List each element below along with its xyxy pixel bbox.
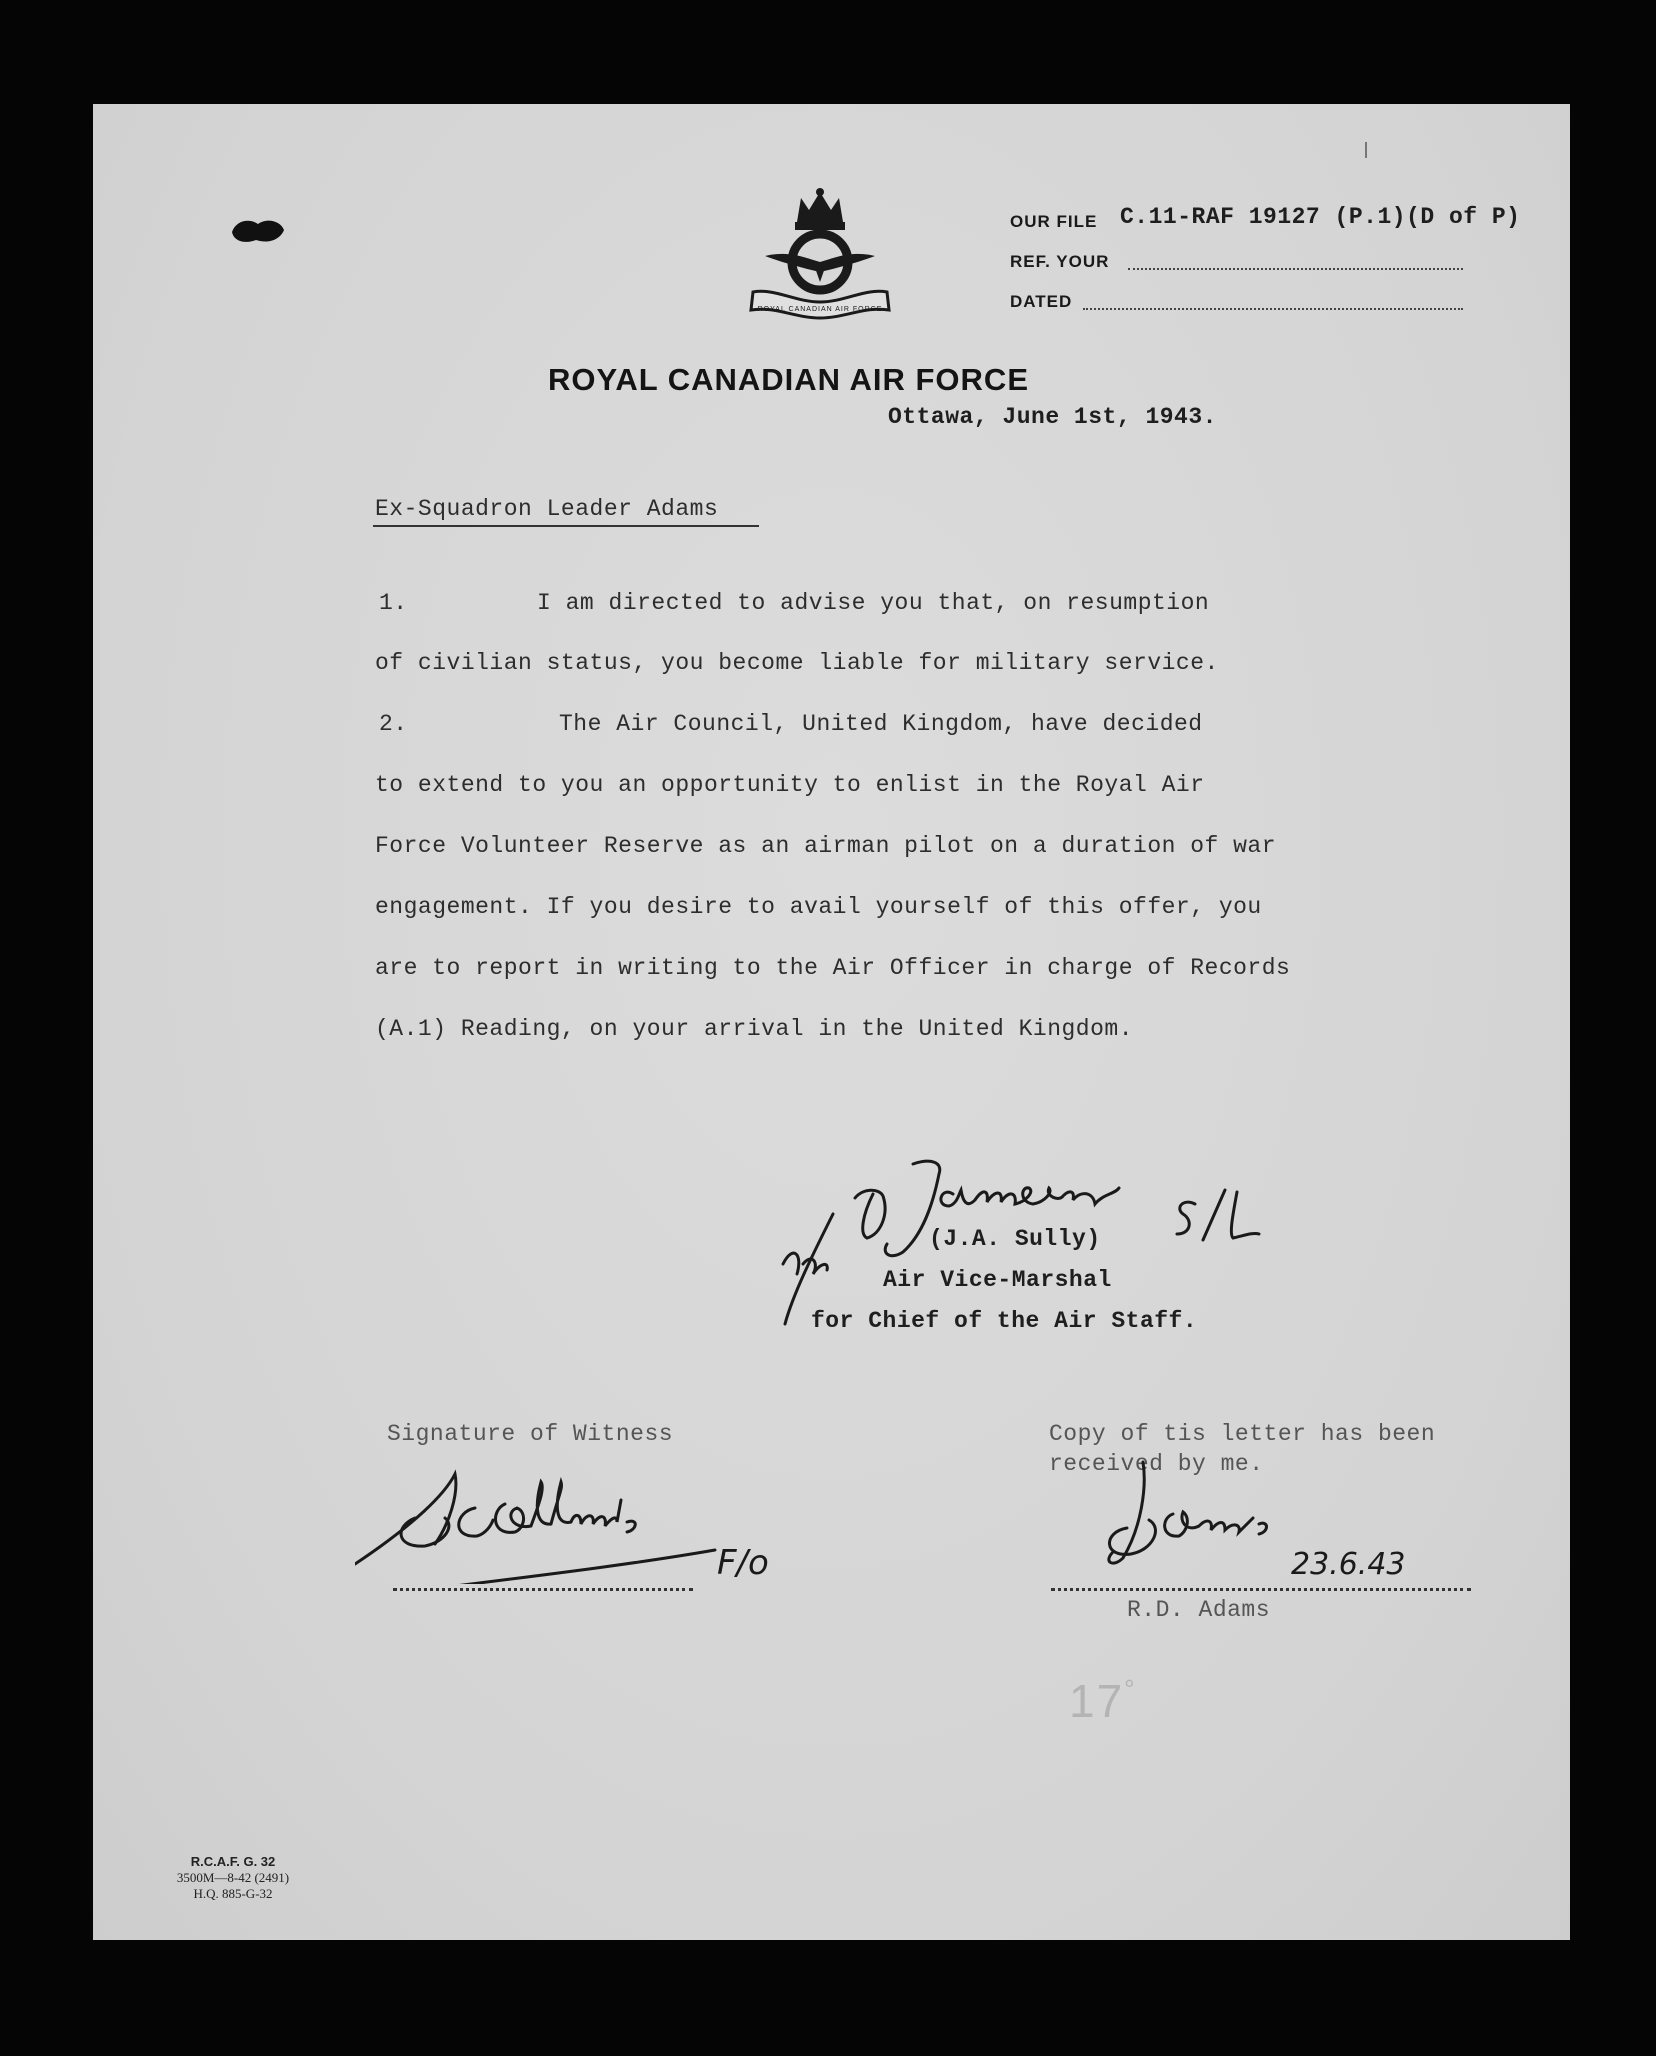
receipt-typed-name: R.D. Adams [1127,1597,1271,1623]
signatory-name: (J.A. Sully) [929,1226,1101,1252]
svg-text:F/o: F/o [717,1543,769,1583]
addressee: Ex-Squadron Leader Adams [375,496,719,522]
para2-line-2: to extend to you an opportunity to enlist in the Royal Air [375,772,1205,798]
signatory-title: for Chief of the Air Staff. [811,1308,1198,1334]
form-code-line-1: R.C.A.F. G. 32 [190,1854,276,1869]
ref-your-line [1128,268,1463,270]
collins-signature-drawing [355,1464,795,1584]
form-code-line-3: H.Q. 885-G-32 [193,1886,273,1901]
signatory-rank: Air Vice-Marshal [883,1267,1112,1293]
form-code-line-2: 3500M—8-42 (2491) [176,1870,290,1885]
para2-line-1: The Air Council, United Kingdom, have decided [559,711,1203,737]
para1-line-2: of civilian status, you become liable for military service. [375,650,1219,676]
para2-line-4: engagement. If you desire to avail yourself of this offer, you [375,894,1262,920]
para1-line-1: I am directed to advise you that, on resumption [537,590,1210,616]
svg-text:ROYAL CANADIAN AIR FORCE: ROYAL CANADIAN AIR FORCE [757,306,883,313]
place-date: Ottawa, June 1st, 1943. [888,404,1217,430]
our-file-label: OUR FILE [1010,212,1098,231]
para2-line-6: (A.1) Reading, on your arrival in the United Kingdom. [375,1016,1134,1042]
receipt-line-1: Copy of tis letter has been [1049,1421,1436,1447]
ink-blot-mark [228,214,288,248]
para2-line-5: are to report in writing to the Air Officer in charge of Records [375,955,1291,981]
witness-label: Signature of Witness [387,1421,674,1447]
addressee-underline [373,525,759,527]
adams-signature-drawing [1083,1458,1423,1588]
para1-number: 1. [379,590,408,616]
ref-your-label: REF. YOUR [1010,252,1110,271]
letter-page [93,104,1570,1940]
receipt-line-2: received by me. [1049,1451,1264,1477]
our-file-value: C.11-RAF 19127 (P.1)(D of P) [1120,204,1521,230]
tick-mark [1365,142,1367,158]
dated-label: DATED [1010,292,1073,311]
dated-line [1083,308,1463,310]
form-code-block [173,1854,293,1902]
receipt-signature-line [1051,1588,1471,1591]
page-stamp-number: 17° [1069,1674,1137,1727]
para2-line-3: Force Volunteer Reserve as an airman pilot on a duration of war [375,833,1277,859]
org-name-heading: ROYAL CANADIAN AIR FORCE [548,362,1029,397]
witness-signature-line [393,1588,693,1591]
rcaf-crest-logo [745,184,895,324]
para2-number: 2. [379,711,408,737]
svg-text:23.6.43: 23.6.43 [1291,1547,1406,1582]
